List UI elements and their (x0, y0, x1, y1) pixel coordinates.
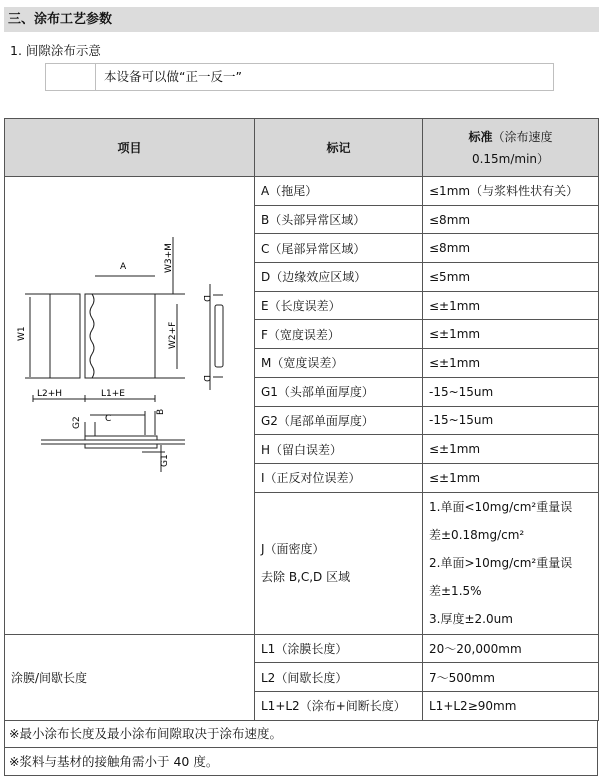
diagram-label-l2h: L2+H (37, 389, 63, 400)
standard-cell: ≤±1mm (423, 320, 599, 349)
standard-cell: ≤±1mm (423, 435, 599, 464)
density-std-1a: 1.单面<10mg/cm²重量误 (429, 500, 573, 515)
table-row (5, 177, 599, 206)
diagram-coating-top (85, 436, 157, 440)
coating-diagram (5, 177, 253, 633)
footnote-1: ※最小涂布长度及最小涂布间隙取决于涂布速度。 (4, 720, 598, 748)
diagram-label-b: B (156, 409, 166, 416)
diagram-label-l1e: L1+E (101, 389, 125, 400)
note-box (45, 63, 554, 91)
mark-cell: E（长度误差） (255, 291, 423, 320)
standard-cell: 20～20,000mm (423, 634, 599, 663)
standard-cell: -15~15um (423, 377, 599, 406)
diagram-label-w2f: W2+F (168, 321, 178, 350)
header-standard-sub-2: 0.15m/min） (471, 151, 550, 166)
standard-cell: ≤±1mm (423, 463, 599, 492)
density-std-2a: 2.单面>10mg/cm²重量误 (429, 556, 573, 571)
diagram-wavy-tail (90, 294, 94, 378)
diagram-label-g1: G1 (160, 454, 170, 468)
mark-cell: G2（尾部单面厚度） (255, 406, 423, 435)
standard-cell: ≤±1mm (423, 291, 599, 320)
diagram-coating-bottom (85, 444, 157, 448)
diagram-coating-area (85, 294, 155, 378)
length-group-item: 涂膜/间歇长度 (5, 634, 255, 720)
density-mark-line2: 去除 B,C,D 区域 (261, 570, 351, 585)
diagram-label-a: A (120, 262, 127, 273)
section-title: 三、涂布工艺参数 (4, 7, 599, 32)
note-box-empty-cell (46, 64, 96, 90)
mark-cell: M（宽度误差） (255, 349, 423, 378)
subsection-title: 1. 间隙涂布示意 (10, 43, 101, 58)
header-standard-main: 标准 (468, 129, 493, 144)
note-box-text: 本设备可以做“正一反一” (104, 69, 242, 84)
diagram-side-view (215, 305, 223, 367)
mark-cell: D（边缘效应区域） (255, 263, 423, 292)
density-std-2b: 差±1.5% (429, 584, 482, 599)
diagram-left-strip (50, 294, 80, 378)
density-std-1b: 差±0.18mg/cm² (429, 528, 525, 543)
mark-cell: I（正反对位误差） (255, 463, 423, 492)
standard-cell: ≤8mm (423, 234, 599, 263)
process-spec-table (4, 118, 599, 721)
mark-cell: B（头部异常区域） (255, 205, 423, 234)
mark-cell: C（尾部异常区域） (255, 234, 423, 263)
diagram-label-d-top: D (201, 295, 211, 303)
density-std-3: 3.厚度±2.0um (429, 612, 513, 627)
density-mark-line1: J（面密度） (261, 542, 325, 557)
mark-cell: G1（头部单面厚度） (255, 377, 423, 406)
mark-cell: L1+L2（涂布+间断长度） (255, 691, 423, 720)
mark-cell: L2（间歇长度） (255, 663, 423, 692)
diagram-label-d-bottom: D (201, 375, 211, 383)
mark-cell: F（宽度误差） (255, 320, 423, 349)
table-header-row (5, 119, 599, 177)
footnote-2: ※浆料与基材的接触角需小于 40 度。 (4, 748, 598, 776)
diagram-label-g2: G2 (72, 416, 82, 430)
diagram-label-w3m: W3+M (164, 243, 174, 274)
mark-cell: H（留白误差） (255, 435, 423, 464)
diagram-label-c: C (105, 414, 112, 425)
density-mark-cell (255, 492, 423, 634)
standard-cell: ≤±1mm (423, 349, 599, 378)
density-standard-cell (423, 492, 599, 634)
standard-cell: ≤8mm (423, 205, 599, 234)
diagram-label-w1: W1 (17, 326, 27, 342)
header-item: 项目 (5, 119, 255, 177)
table-row (5, 634, 599, 663)
standard-cell: -15~15um (423, 406, 599, 435)
standard-cell: 7～500mm (423, 663, 599, 692)
mark-cell: L1（涂膜长度） (255, 634, 423, 663)
coating-diagram-cell (5, 177, 255, 635)
standard-cell: L1+L2≥90mm (423, 691, 599, 720)
standard-cell: ≤1mm（与浆料性状有关） (423, 177, 599, 206)
header-standard-sub-1: （涂布速度 (492, 129, 553, 144)
header-standard (423, 119, 599, 177)
standard-cell: ≤5mm (423, 263, 599, 292)
mark-cell: A（拖尾） (255, 177, 423, 206)
header-mark: 标记 (255, 119, 423, 177)
